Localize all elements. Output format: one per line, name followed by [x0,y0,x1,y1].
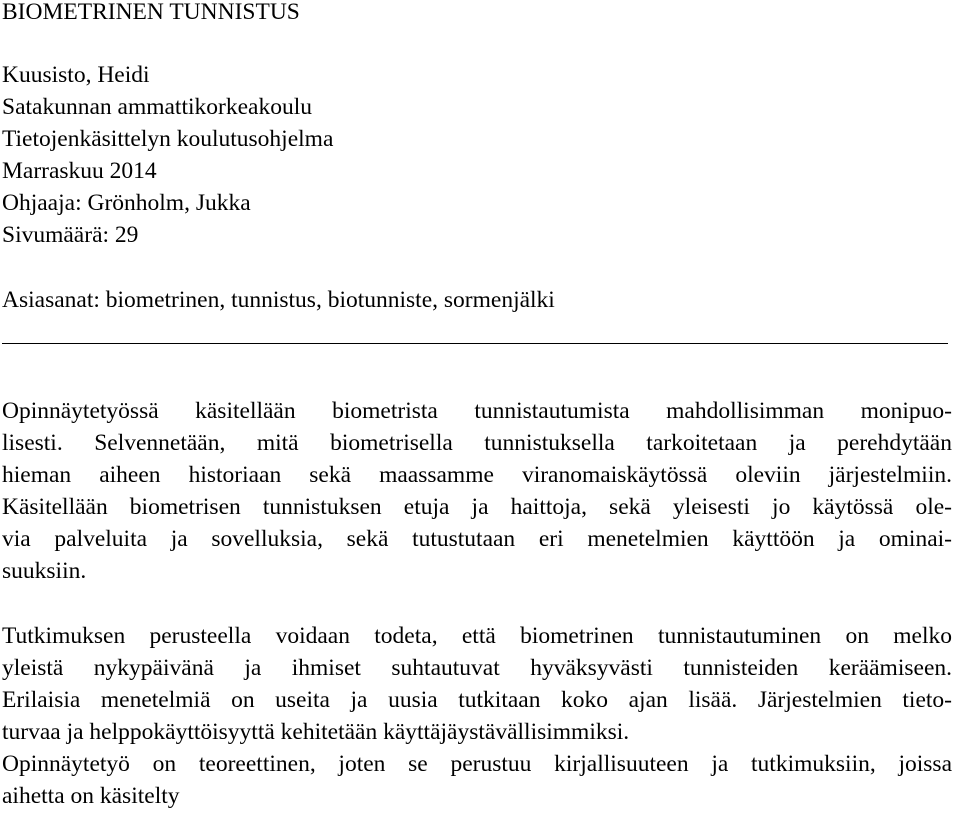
paragraph-1-line: Käsitellään biometrisen tunnistuksen etuja ja haittoja, sekä yleisesti jo käytössä ole- [2,494,952,520]
abstract-paragraph-1 [2,395,952,587]
keywords-line: Asiasanat: biometrinen, tunnistus, biotunniste, sormenjälki [2,287,555,313]
paragraph-1-line: via palveluita ja sovelluksia, sekä tutustutaan eri menetelmien käyttöön ja ominai- [2,526,952,552]
abstract-paragraph-2 [2,620,952,812]
page-count-line: Sivumäärä: 29 [2,222,139,248]
paragraph-1-line: Opinnäytetyössä käsitellään biometrista tunnistautumista mahdollisimman monipuo- [2,398,952,424]
paragraph-2-line: Opinnäytetyö on teoreettinen, joten se perustuu kirjallisuuteen ja tutkimuksiin, joissa [2,751,952,777]
document-title: BIOMETRINEN TUNNISTUS [2,0,300,25]
paragraph-2-line: Tutkimuksen perusteella voidaan todeta, että biometrinen tunnistautuminen on melko [2,623,952,649]
paragraph-1-line: hieman aiheen historiaan sekä maassamme viranomaiskäytössä oleviin järjestelmiin. [2,462,952,488]
paragraph-2-line: turvaa ja helppokäyttöisyyttä kehitetään käyttäjäystävällisimmiksi. [2,719,630,745]
separator-rule [2,343,948,344]
paragraph-2-line: aihetta on käsitelty [2,783,180,809]
paragraph-1-line: suuksiin. [2,558,87,584]
program-line: Tietojenkäsittelyn koulutusohjelma [2,126,334,152]
supervisor-line: Ohjaaja: Grönholm, Jukka [2,190,251,216]
school-line: Satakunnan ammattikorkeakoulu [2,94,312,120]
author-line: Kuusisto, Heidi [2,62,150,88]
paragraph-2-line: Erilaisia menetelmiä on useita ja uusia tutkitaan koko ajan lisää. Järjestelmien tieto- [2,687,952,713]
paragraph-1-line: lisesti. Selvennetään, mitä biometrisella tunnistuksella tarkoitetaan ja perehdytään [2,430,952,456]
paragraph-2-line: yleistä nykypäivänä ja ihmiset suhtautuvat hyväksyvästi tunnisteiden keräämiseen. [2,655,952,681]
date-line: Marraskuu 2014 [2,158,157,184]
